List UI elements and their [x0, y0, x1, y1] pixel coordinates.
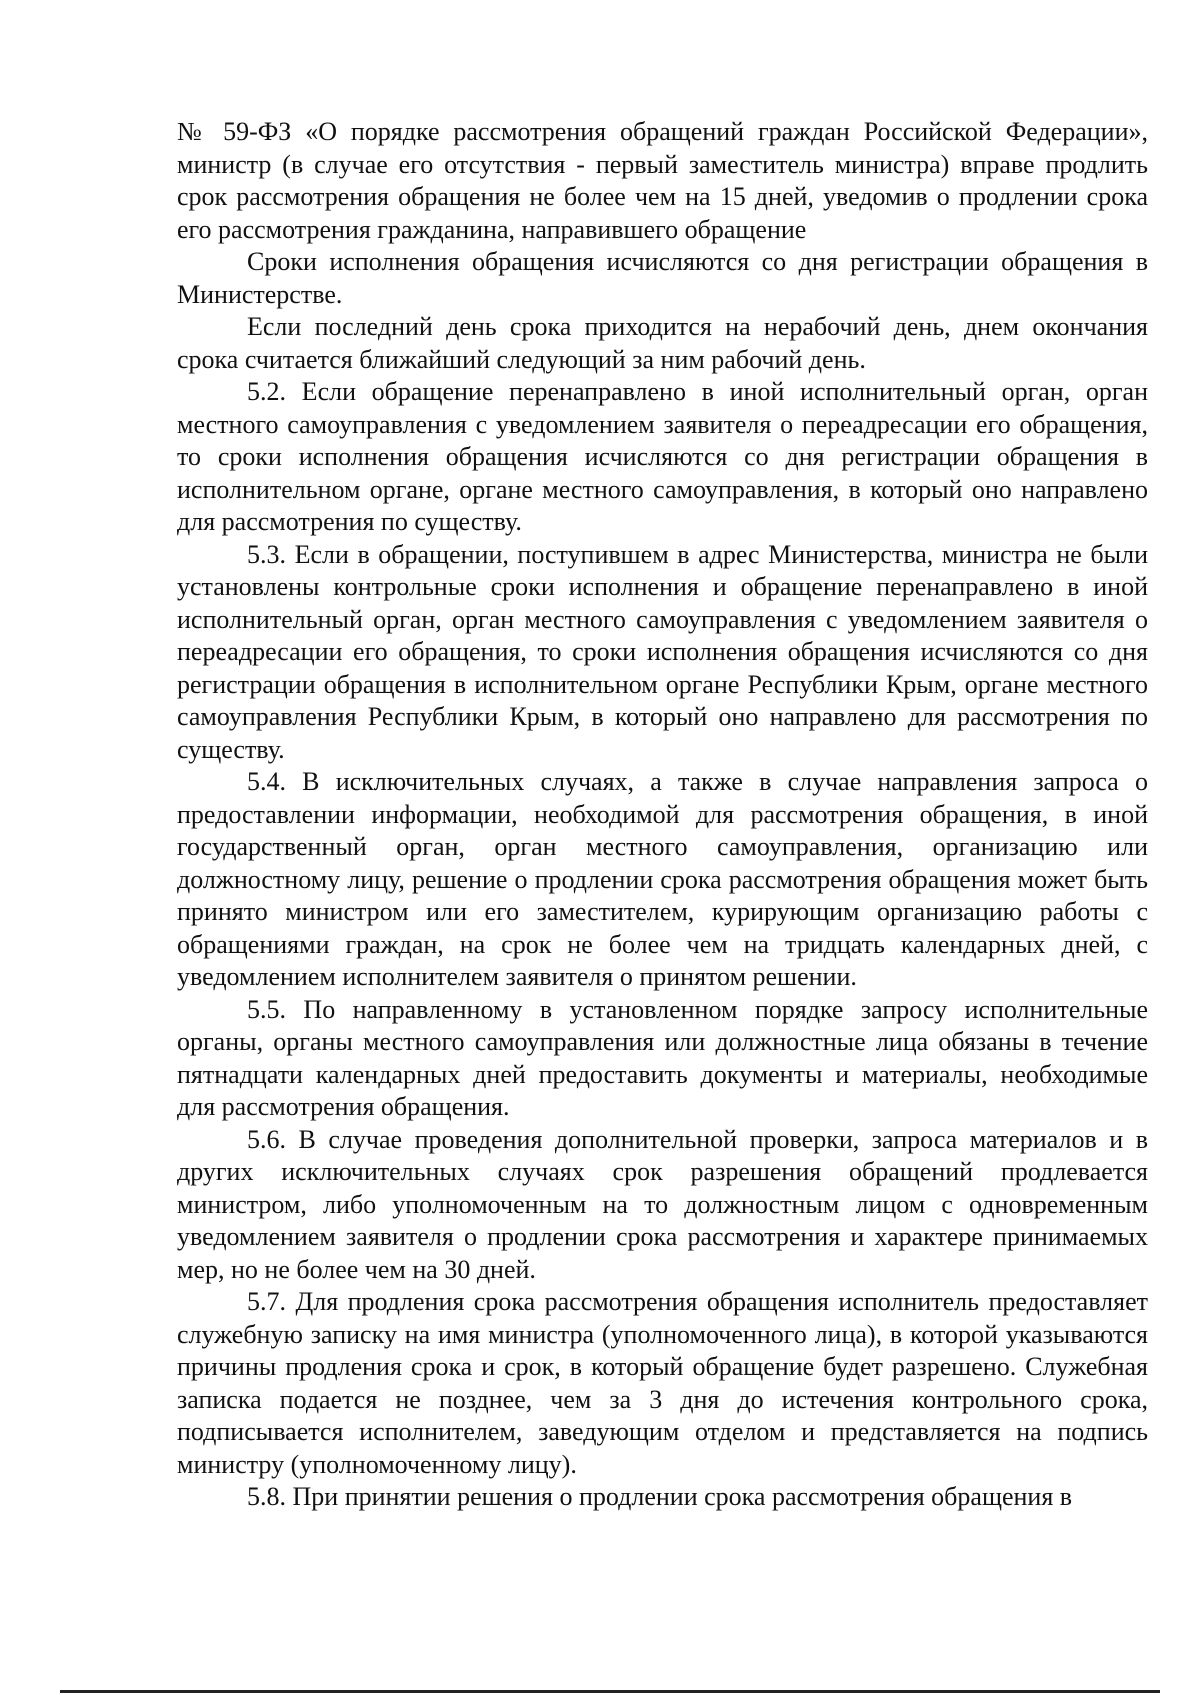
paragraph-non-working-day: Если последний день срока приходится на нерабочий день, днем окончания срока считается ближайший следующий за ним рабочий день. — [177, 312, 1148, 374]
paragraph-5-4: 5.4. В исключительных случаях, а также в случае направления запроса о предоставлении информации, необходимой для рассмотрения обращения, в иной государственный орган, орган местного самоуправления, организацию или должностному лицу, решение о продлении срока рассмотрения обращения может быть принято министром или его заместителем, курирующим организацию работы с обращениями граждан, на срок не более чем на тридцать календарных дней, с уведомлением исполнителем заявителя о принятом решении. — [177, 767, 1148, 991]
paragraph-5-6: 5.6. В случае проведения дополнительной проверки, запроса материалов и в других исключительных случаях срок разрешения обращений продлевается министром, либо уполномоченным на то должностным лицом с одновременным уведомлением заявителя о продлении срока рассмотрения и характере принимаемых мер, но не более чем на 30 дней. — [177, 1124, 1148, 1284]
paragraph-5-7: 5.7. Для продления срока рассмотрения обращения исполнитель предоставляет служебную записку на имя министра (уполномоченного лица), в которой указываются причины продления срока и срок, в который обращение будет разрешено. Служебная записка подается не позднее, чем за 3 дня до истечения контрольного срока, подписывается исполнителем, заведующим отделом и представляется на подпись министру (уполномоченному лицу). — [177, 1287, 1148, 1479]
paragraph-5-5: 5.5. По направленному в установленном порядке запросу исполнительные органы, органы местного самоуправления или должностные лица обязаны в течение пятнадцати календарных дней предоставить документы и материалы, необходимые для рассмотрения обращения. — [177, 994, 1148, 1121]
footer-divider — [60, 1690, 1160, 1693]
paragraph-law-reference: № 59-ФЗ «О порядке рассмотрения обращений граждан Российской Федерации», министр (в случае его отсутствия - первый заместитель министра) вправе продлить срок рассмотрения обращения не более чем на 15 дней, уведомив о продлении срока его рассмотрения гражданина, направившего обращение — [177, 117, 1148, 244]
paragraph-5-2: 5.2. Если обращение перенаправлено в иной исполнительный орган, орган местного самоуправления с уведомлением заявителя о переадресации его обращения, то сроки исполнения обращения исчисляются со дня регистрации обращения в исполнительном органе, органе местного самоуправления, в который оно направлено для рассмотрения по существу. — [177, 377, 1148, 536]
paragraph-5-8: 5.8. При принятии решения о продлении срока рассмотрения обращения в — [247, 1482, 1073, 1511]
paragraph-deadline-calculation: Сроки исполнения обращения исчисляются со дня регистрации обращения в Министерстве. — [177, 247, 1148, 309]
document-body — [177, 116, 1148, 1514]
paragraph-5-3: 5.3. Если в обращении, поступившем в адрес Министерства, министра не были установлены контрольные сроки исполнения и обращение перенаправлено в иной исполнительный орган, орган местного самоуправления с уведомлением заявителя о переадресации его обращения, то сроки исполнения обращения исчисляются со дня регистрации обращения в исполнительном органе Республики Крым, органе местного самоуправления Республики Крым, в который оно направлено для рассмотрения по существу. — [177, 539, 1148, 764]
